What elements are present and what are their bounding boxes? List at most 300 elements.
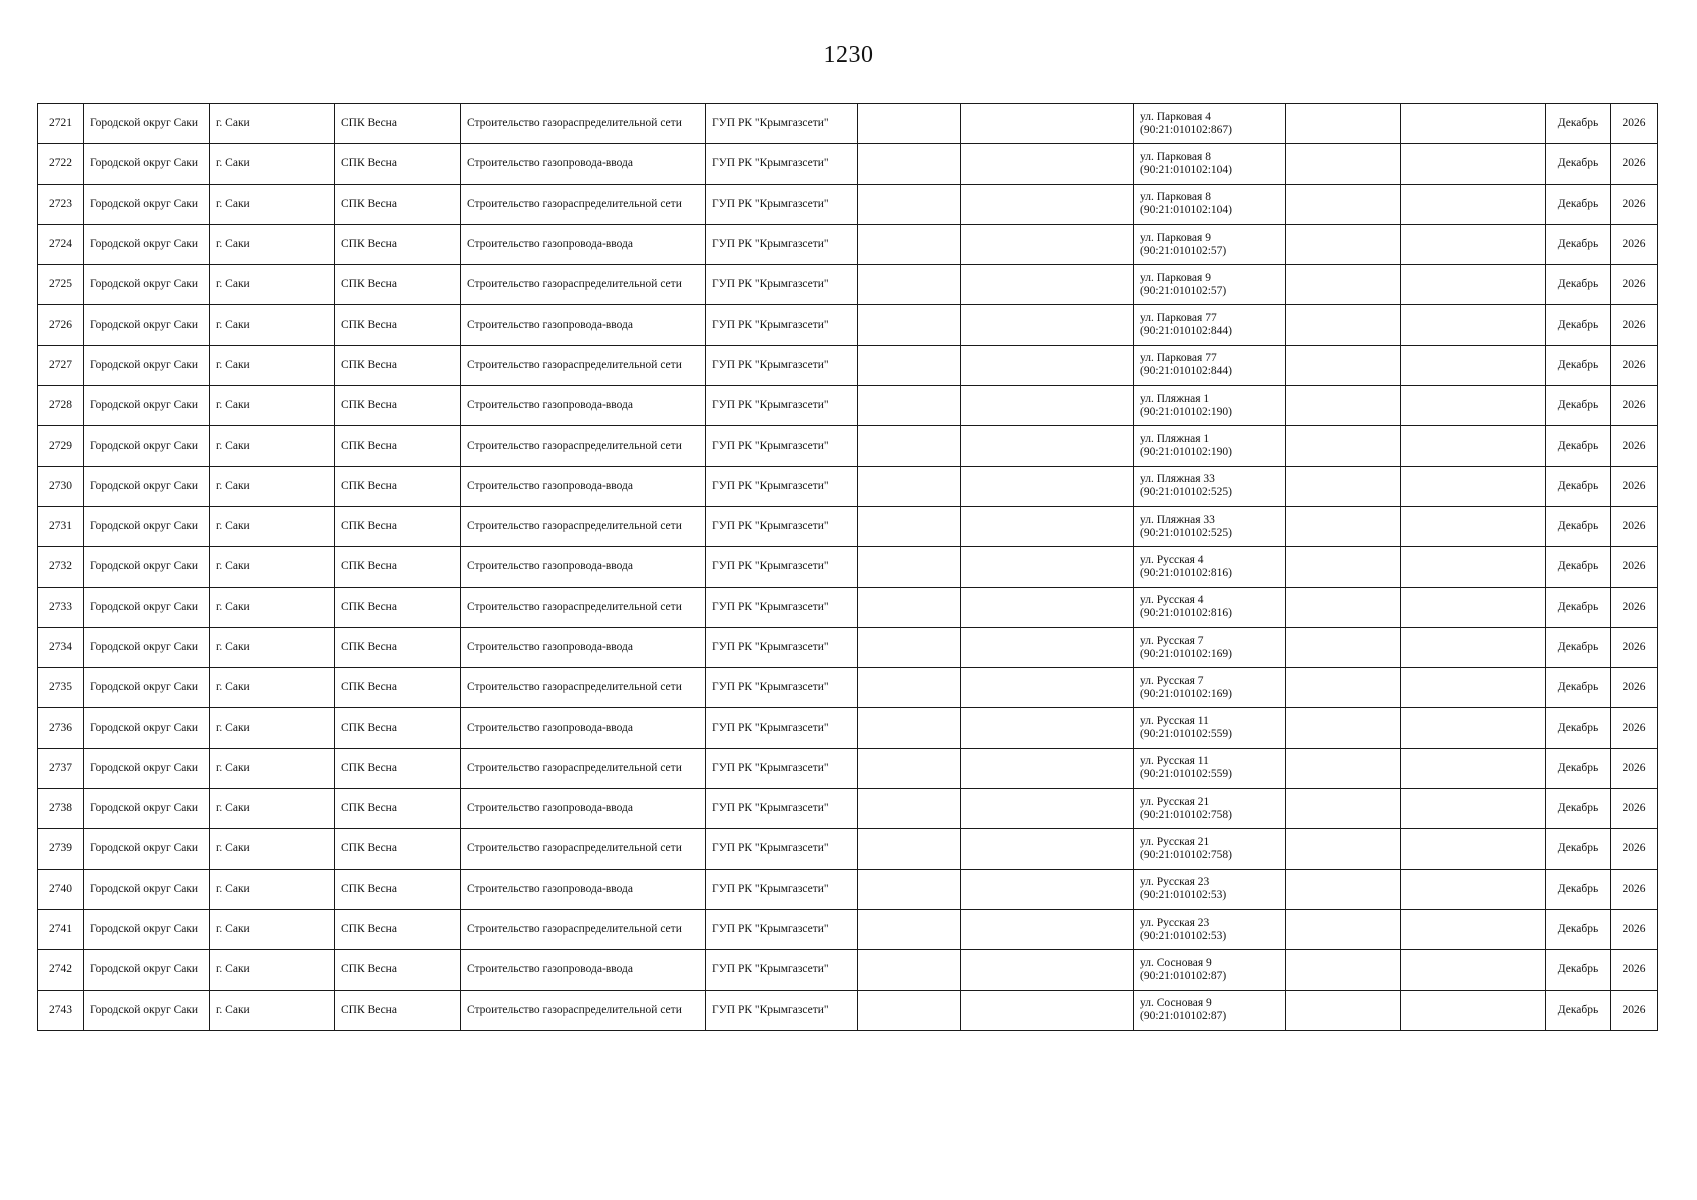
town-cell: г. Саки — [210, 386, 335, 426]
work-type-cell: Строительство газопровода-ввода — [461, 386, 706, 426]
work-type-cell: Строительство газораспределительной сети — [461, 184, 706, 224]
organization-cell: ГУП РК "Крымгазсети" — [706, 265, 858, 305]
month-cell: Декабрь — [1546, 466, 1611, 506]
street-address: ул. Русская 11 — [1140, 715, 1209, 728]
table-row — [38, 144, 1658, 184]
cooperative-cell: СПК Весна — [335, 184, 461, 224]
month-cell: Декабрь — [1546, 789, 1611, 829]
district-cell: Городской округ Саки — [84, 990, 210, 1030]
organization-cell: ГУП РК "Крымгазсети" — [706, 305, 858, 345]
month-cell: Декабрь — [1546, 104, 1611, 144]
year-cell: 2026 — [1611, 426, 1658, 466]
work-type-cell: Строительство газораспределительной сети — [461, 506, 706, 546]
year-cell: 2026 — [1611, 305, 1658, 345]
district-cell: Городской округ Саки — [84, 789, 210, 829]
row-number: 2722 — [38, 144, 84, 184]
empty-cell — [858, 265, 961, 305]
year-cell: 2026 — [1611, 144, 1658, 184]
empty-cell — [1286, 506, 1401, 546]
street-address: ул. Парковая 8 — [1140, 191, 1211, 204]
empty-cell — [961, 990, 1134, 1030]
empty-cell — [1401, 950, 1546, 990]
organization-cell: ГУП РК "Крымгазсети" — [706, 587, 858, 627]
organization-cell: ГУП РК "Крымгазсети" — [706, 708, 858, 748]
year-cell: 2026 — [1611, 345, 1658, 385]
row-number: 2727 — [38, 345, 84, 385]
organization-cell: ГУП РК "Крымгазсети" — [706, 789, 858, 829]
town-cell: г. Саки — [210, 265, 335, 305]
district-cell: Городской округ Саки — [84, 184, 210, 224]
empty-cell — [1401, 708, 1546, 748]
empty-cell — [858, 587, 961, 627]
table-row — [38, 950, 1658, 990]
empty-cell — [858, 144, 961, 184]
cooperative-cell: СПК Весна — [335, 144, 461, 184]
empty-cell — [961, 466, 1134, 506]
empty-cell — [961, 506, 1134, 546]
cadastral-number: (90:21:010102:53) — [1140, 929, 1227, 942]
district-cell: Городской округ Саки — [84, 627, 210, 667]
town-cell: г. Саки — [210, 184, 335, 224]
row-number: 2743 — [38, 990, 84, 1030]
street-address: ул. Сосновая 9 — [1140, 956, 1212, 969]
empty-cell — [1286, 305, 1401, 345]
year-cell: 2026 — [1611, 506, 1658, 546]
cooperative-cell: СПК Весна — [335, 869, 461, 909]
organization-cell: ГУП РК "Крымгазсети" — [706, 345, 858, 385]
year-cell: 2026 — [1611, 668, 1658, 708]
address-cell — [1134, 950, 1286, 990]
district-cell: Городской округ Саки — [84, 909, 210, 949]
empty-cell — [1401, 184, 1546, 224]
address-cell — [1134, 506, 1286, 546]
street-address: ул. Парковая 77 — [1140, 352, 1217, 365]
table-row — [38, 426, 1658, 466]
district-cell: Городской округ Саки — [84, 668, 210, 708]
cooperative-cell: СПК Весна — [335, 627, 461, 667]
organization-cell: ГУП РК "Крымгазсети" — [706, 909, 858, 949]
empty-cell — [858, 426, 961, 466]
empty-cell — [961, 708, 1134, 748]
month-cell: Декабрь — [1546, 426, 1611, 466]
empty-cell — [1401, 265, 1546, 305]
town-cell: г. Саки — [210, 909, 335, 949]
empty-cell — [961, 265, 1134, 305]
table-row — [38, 547, 1658, 587]
address-cell — [1134, 829, 1286, 869]
street-address: ул. Русская 7 — [1140, 634, 1204, 647]
address-cell — [1134, 990, 1286, 1030]
empty-cell — [858, 990, 961, 1030]
organization-cell: ГУП РК "Крымгазсети" — [706, 466, 858, 506]
empty-cell — [858, 950, 961, 990]
street-address: ул. Русская 7 — [1140, 674, 1204, 687]
work-type-cell: Строительство газопровода-ввода — [461, 466, 706, 506]
address-cell — [1134, 305, 1286, 345]
organization-cell: ГУП РК "Крымгазсети" — [706, 869, 858, 909]
district-cell: Городской округ Саки — [84, 748, 210, 788]
month-cell: Декабрь — [1546, 668, 1611, 708]
empty-cell — [1401, 748, 1546, 788]
street-address: ул. Пляжная 1 — [1140, 433, 1210, 446]
empty-cell — [1286, 184, 1401, 224]
empty-cell — [961, 950, 1134, 990]
row-number: 2731 — [38, 506, 84, 546]
empty-cell — [858, 627, 961, 667]
district-cell: Городской округ Саки — [84, 104, 210, 144]
organization-cell: ГУП РК "Крымгазсети" — [706, 547, 858, 587]
empty-cell — [858, 789, 961, 829]
month-cell: Декабрь — [1546, 869, 1611, 909]
row-number: 2730 — [38, 466, 84, 506]
table-row — [38, 224, 1658, 264]
cooperative-cell: СПК Весна — [335, 990, 461, 1030]
cooperative-cell: СПК Весна — [335, 748, 461, 788]
row-number: 2733 — [38, 587, 84, 627]
cadastral-number: (90:21:010102:104) — [1140, 163, 1232, 176]
empty-cell — [1401, 909, 1546, 949]
street-address: ул. Русская 4 — [1140, 594, 1204, 607]
work-type-cell: Строительство газораспределительной сети — [461, 587, 706, 627]
empty-cell — [858, 829, 961, 869]
empty-cell — [1286, 466, 1401, 506]
table-row — [38, 627, 1658, 667]
empty-cell — [858, 104, 961, 144]
district-cell: Городской округ Саки — [84, 506, 210, 546]
year-cell: 2026 — [1611, 869, 1658, 909]
cadastral-number: (90:21:010102:190) — [1140, 446, 1232, 459]
year-cell: 2026 — [1611, 627, 1658, 667]
row-number: 2729 — [38, 426, 84, 466]
table-row — [38, 789, 1658, 829]
table-row — [38, 305, 1658, 345]
district-cell: Городской округ Саки — [84, 305, 210, 345]
cooperative-cell: СПК Весна — [335, 950, 461, 990]
year-cell: 2026 — [1611, 950, 1658, 990]
empty-cell — [1286, 587, 1401, 627]
street-address: ул. Пляжная 33 — [1140, 473, 1215, 486]
empty-cell — [1401, 345, 1546, 385]
empty-cell — [1286, 950, 1401, 990]
street-address: ул. Русская 4 — [1140, 553, 1204, 566]
empty-cell — [1401, 990, 1546, 1030]
table-row — [38, 104, 1658, 144]
address-cell — [1134, 869, 1286, 909]
table-row — [38, 345, 1658, 385]
town-cell: г. Саки — [210, 708, 335, 748]
cooperative-cell: СПК Весна — [335, 305, 461, 345]
cadastral-number: (90:21:010102:844) — [1140, 325, 1232, 338]
work-type-cell: Строительство газораспределительной сети — [461, 909, 706, 949]
month-cell: Декабрь — [1546, 627, 1611, 667]
work-type-cell: Строительство газопровода-ввода — [461, 708, 706, 748]
empty-cell — [858, 547, 961, 587]
table-row — [38, 829, 1658, 869]
district-cell: Городской округ Саки — [84, 386, 210, 426]
town-cell: г. Саки — [210, 426, 335, 466]
organization-cell: ГУП РК "Крымгазсети" — [706, 627, 858, 667]
empty-cell — [1401, 104, 1546, 144]
organization-cell: ГУП РК "Крымгазсети" — [706, 950, 858, 990]
town-cell: г. Саки — [210, 305, 335, 345]
street-address: ул. Парковая 8 — [1140, 150, 1211, 163]
empty-cell — [961, 345, 1134, 385]
empty-cell — [858, 224, 961, 264]
cadastral-number: (90:21:010102:87) — [1140, 969, 1227, 982]
empty-cell — [1401, 305, 1546, 345]
year-cell: 2026 — [1611, 265, 1658, 305]
empty-cell — [1401, 506, 1546, 546]
year-cell: 2026 — [1611, 789, 1658, 829]
month-cell: Декабрь — [1546, 144, 1611, 184]
street-address: ул. Русская 23 — [1140, 876, 1210, 889]
table-row — [38, 990, 1658, 1030]
empty-cell — [1401, 466, 1546, 506]
street-address: ул. Парковая 77 — [1140, 312, 1217, 325]
cadastral-number: (90:21:010102:559) — [1140, 728, 1232, 741]
work-type-cell: Строительство газораспределительной сети — [461, 829, 706, 869]
page-number: 1230 — [823, 42, 874, 68]
empty-cell — [961, 909, 1134, 949]
table-row — [38, 909, 1658, 949]
month-cell: Декабрь — [1546, 506, 1611, 546]
street-address: ул. Русская 21 — [1140, 795, 1210, 808]
empty-cell — [961, 668, 1134, 708]
empty-cell — [858, 708, 961, 748]
organization-cell: ГУП РК "Крымгазсети" — [706, 668, 858, 708]
empty-cell — [961, 224, 1134, 264]
work-type-cell: Строительство газораспределительной сети — [461, 668, 706, 708]
work-type-cell: Строительство газораспределительной сети — [461, 990, 706, 1030]
cadastral-number: (90:21:010102:559) — [1140, 768, 1232, 781]
cadastral-number: (90:21:010102:758) — [1140, 848, 1232, 861]
organization-cell: ГУП РК "Крымгазсети" — [706, 748, 858, 788]
empty-cell — [961, 789, 1134, 829]
empty-cell — [1286, 708, 1401, 748]
empty-cell — [1401, 829, 1546, 869]
cadastral-number: (90:21:010102:525) — [1140, 486, 1232, 499]
town-cell: г. Саки — [210, 506, 335, 546]
empty-cell — [1286, 386, 1401, 426]
street-address: ул. Сосновая 9 — [1140, 997, 1212, 1010]
month-cell: Декабрь — [1546, 184, 1611, 224]
empty-cell — [1286, 547, 1401, 587]
empty-cell — [1286, 748, 1401, 788]
cadastral-number: (90:21:010102:758) — [1140, 808, 1232, 821]
address-cell — [1134, 104, 1286, 144]
cadastral-number: (90:21:010102:816) — [1140, 566, 1232, 579]
work-type-cell: Строительство газораспределительной сети — [461, 265, 706, 305]
row-number: 2724 — [38, 224, 84, 264]
town-cell: г. Саки — [210, 748, 335, 788]
table-row — [38, 184, 1658, 224]
cooperative-cell: СПК Весна — [335, 104, 461, 144]
street-address: ул. Пляжная 33 — [1140, 513, 1215, 526]
month-cell: Декабрь — [1546, 265, 1611, 305]
empty-cell — [1286, 265, 1401, 305]
table-row — [38, 506, 1658, 546]
district-cell: Городской округ Саки — [84, 345, 210, 385]
empty-cell — [1286, 224, 1401, 264]
cooperative-cell: СПК Весна — [335, 587, 461, 627]
town-cell: г. Саки — [210, 144, 335, 184]
row-number: 2737 — [38, 748, 84, 788]
address-cell — [1134, 668, 1286, 708]
row-number: 2741 — [38, 909, 84, 949]
street-address: ул. Парковая 9 — [1140, 271, 1211, 284]
street-address: ул. Пляжная 1 — [1140, 392, 1210, 405]
row-number: 2725 — [38, 265, 84, 305]
town-cell: г. Саки — [210, 668, 335, 708]
row-number: 2726 — [38, 305, 84, 345]
town-cell: г. Саки — [210, 345, 335, 385]
month-cell: Декабрь — [1546, 909, 1611, 949]
address-cell — [1134, 547, 1286, 587]
district-cell: Городской округ Саки — [84, 950, 210, 990]
empty-cell — [858, 386, 961, 426]
month-cell: Декабрь — [1546, 748, 1611, 788]
empty-cell — [1401, 386, 1546, 426]
month-cell: Декабрь — [1546, 386, 1611, 426]
cadastral-number: (90:21:010102:57) — [1140, 244, 1227, 257]
organization-cell: ГУП РК "Крымгазсети" — [706, 990, 858, 1030]
month-cell: Декабрь — [1546, 587, 1611, 627]
cadastral-number: (90:21:010102:867) — [1140, 123, 1232, 136]
empty-cell — [961, 869, 1134, 909]
organization-cell: ГУП РК "Крымгазсети" — [706, 386, 858, 426]
year-cell: 2026 — [1611, 587, 1658, 627]
cooperative-cell: СПК Весна — [335, 466, 461, 506]
work-type-cell: Строительство газопровода-ввода — [461, 305, 706, 345]
registry-table — [37, 103, 1658, 1031]
town-cell: г. Саки — [210, 950, 335, 990]
district-cell: Городской округ Саки — [84, 144, 210, 184]
cooperative-cell: СПК Весна — [335, 506, 461, 546]
table-row — [38, 708, 1658, 748]
town-cell: г. Саки — [210, 627, 335, 667]
district-cell: Городской округ Саки — [84, 829, 210, 869]
cooperative-cell: СПК Весна — [335, 909, 461, 949]
organization-cell: ГУП РК "Крымгазсети" — [706, 184, 858, 224]
work-type-cell: Строительство газораспределительной сети — [461, 748, 706, 788]
organization-cell: ГУП РК "Крымгазсети" — [706, 224, 858, 264]
row-number: 2728 — [38, 386, 84, 426]
cadastral-number: (90:21:010102:57) — [1140, 284, 1227, 297]
district-cell: Городской округ Саки — [84, 587, 210, 627]
cooperative-cell: СПК Весна — [335, 789, 461, 829]
cooperative-cell: СПК Весна — [335, 386, 461, 426]
empty-cell — [858, 466, 961, 506]
cooperative-cell: СПК Весна — [335, 345, 461, 385]
empty-cell — [961, 144, 1134, 184]
address-cell — [1134, 909, 1286, 949]
organization-cell: ГУП РК "Крымгазсети" — [706, 144, 858, 184]
address-cell — [1134, 708, 1286, 748]
row-number: 2721 — [38, 104, 84, 144]
cadastral-number: (90:21:010102:169) — [1140, 687, 1232, 700]
empty-cell — [858, 345, 961, 385]
empty-cell — [1286, 829, 1401, 869]
address-cell — [1134, 144, 1286, 184]
empty-cell — [1401, 789, 1546, 829]
address-cell — [1134, 789, 1286, 829]
empty-cell — [1286, 144, 1401, 184]
year-cell: 2026 — [1611, 829, 1658, 869]
row-number: 2732 — [38, 547, 84, 587]
empty-cell — [961, 547, 1134, 587]
registry-rows — [38, 104, 1658, 1031]
row-number: 2740 — [38, 869, 84, 909]
organization-cell: ГУП РК "Крымгазсети" — [706, 426, 858, 466]
district-cell: Городской округ Саки — [84, 869, 210, 909]
street-address: ул. Парковая 9 — [1140, 231, 1211, 244]
address-cell — [1134, 224, 1286, 264]
row-number: 2738 — [38, 789, 84, 829]
address-cell — [1134, 466, 1286, 506]
town-cell: г. Саки — [210, 466, 335, 506]
month-cell: Декабрь — [1546, 224, 1611, 264]
month-cell: Декабрь — [1546, 305, 1611, 345]
organization-cell: ГУП РК "Крымгазсети" — [706, 506, 858, 546]
empty-cell — [1401, 426, 1546, 466]
town-cell: г. Саки — [210, 104, 335, 144]
empty-cell — [1401, 668, 1546, 708]
table-row — [38, 386, 1658, 426]
cooperative-cell: СПК Весна — [335, 224, 461, 264]
work-type-cell: Строительство газопровода-ввода — [461, 869, 706, 909]
empty-cell — [961, 627, 1134, 667]
table-row — [38, 265, 1658, 305]
cooperative-cell: СПК Весна — [335, 265, 461, 305]
year-cell: 2026 — [1611, 466, 1658, 506]
empty-cell — [1286, 990, 1401, 1030]
empty-cell — [858, 909, 961, 949]
work-type-cell: Строительство газопровода-ввода — [461, 950, 706, 990]
address-cell — [1134, 184, 1286, 224]
empty-cell — [1286, 426, 1401, 466]
work-type-cell: Строительство газопровода-ввода — [461, 547, 706, 587]
month-cell: Декабрь — [1546, 950, 1611, 990]
month-cell: Декабрь — [1546, 547, 1611, 587]
empty-cell — [858, 506, 961, 546]
cooperative-cell: СПК Весна — [335, 547, 461, 587]
table-row — [38, 748, 1658, 788]
cooperative-cell: СПК Весна — [335, 829, 461, 869]
work-type-cell: Строительство газораспределительной сети — [461, 345, 706, 385]
table-row — [38, 587, 1658, 627]
row-number: 2735 — [38, 668, 84, 708]
cadastral-number: (90:21:010102:844) — [1140, 365, 1232, 378]
empty-cell — [1401, 144, 1546, 184]
district-cell: Городской округ Саки — [84, 708, 210, 748]
empty-cell — [961, 587, 1134, 627]
cadastral-number: (90:21:010102:169) — [1140, 647, 1232, 660]
address-cell — [1134, 748, 1286, 788]
empty-cell — [961, 426, 1134, 466]
work-type-cell: Строительство газопровода-ввода — [461, 789, 706, 829]
cadastral-number: (90:21:010102:816) — [1140, 607, 1232, 620]
year-cell: 2026 — [1611, 184, 1658, 224]
district-cell: Городской округ Саки — [84, 265, 210, 305]
empty-cell — [858, 668, 961, 708]
year-cell: 2026 — [1611, 547, 1658, 587]
work-type-cell: Строительство газораспределительной сети — [461, 426, 706, 466]
empty-cell — [961, 748, 1134, 788]
address-cell — [1134, 426, 1286, 466]
year-cell: 2026 — [1611, 224, 1658, 264]
row-number: 2742 — [38, 950, 84, 990]
cooperative-cell: СПК Весна — [335, 708, 461, 748]
